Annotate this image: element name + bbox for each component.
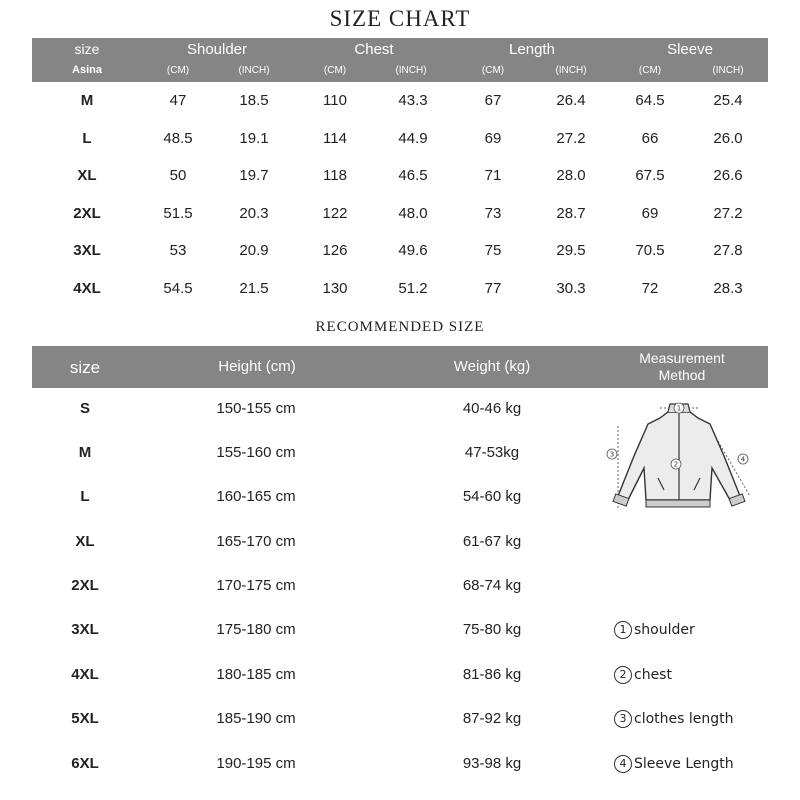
unit-cm: (CM) [166,65,190,76]
value-cell: 69 [484,130,502,147]
table-row [0,755,600,775]
value-cell: 77 [484,280,502,297]
value-cell: 19.7 [239,167,269,184]
value-cell: 27.2 [713,205,743,222]
value-cell: 130 [322,280,348,297]
table-row [0,710,600,730]
value-cell: 69 [641,205,659,222]
weight-cell: 93-98 kg [462,755,522,772]
value-cell: 64.5 [635,92,665,109]
legend-label: shoulder [634,622,695,638]
jacket-measurement-diagram [600,396,760,526]
length-header: Length [509,41,555,58]
value-cell: 29.5 [556,242,586,259]
value-cell: 118 [323,167,347,184]
weight-cell: 81-86 kg [462,666,522,683]
height-cell: 175-180 cm [216,621,296,638]
legend-item-sleeve-length [614,755,734,773]
svg-text:2: 2 [673,460,679,469]
table-row [0,130,800,150]
circled-number-3: 3 [614,710,632,728]
table-row [0,92,800,112]
value-cell: 20.3 [239,205,269,222]
legend-label: Sleeve Length [634,756,734,772]
value-cell: 26.0 [713,130,743,147]
sleeve-header: Sleeve [667,41,713,58]
weight-cell: 61-67 kg [462,533,522,550]
value-cell: 28.7 [556,205,586,222]
value-cell: 110 [323,92,347,109]
value-cell: 27.8 [713,242,743,259]
value-cell: 26.4 [556,92,586,109]
circled-number-1: 1 [614,621,632,639]
unit-cm: (CM) [323,65,347,76]
table-row [0,533,600,553]
value-cell: 53 [169,242,187,259]
table-row [0,167,800,187]
table-row [0,577,600,597]
weight-cell: 54-60 kg [462,488,522,505]
value-cell: 26.6 [713,167,743,184]
value-cell: 49.6 [398,242,428,259]
size-cell: S [79,400,90,417]
value-cell: 20.9 [239,242,269,259]
diagram-marker-2 [671,459,681,469]
size-cell: 3XL [71,621,99,638]
circled-number-4: 4 [614,755,632,773]
height-cell: 155-160 cm [216,444,296,461]
size-column-header: size [74,41,100,57]
value-cell: 44.9 [398,130,428,147]
legend-item-shoulder [614,621,695,639]
measurement-label: Measurement [639,350,725,366]
value-cell: 25.4 [713,92,743,109]
weight-cell: 87-92 kg [462,710,522,727]
recommended-size-title: RECOMMENDED SIZE [315,319,485,335]
size-cell: 2XL [71,577,99,594]
value-cell: 51.5 [163,205,193,222]
size-cell: L [80,488,90,505]
legend-label: clothes length [634,711,734,727]
value-cell: 73 [484,205,502,222]
value-cell: 122 [322,205,348,222]
value-cell: 28.0 [556,167,586,184]
size-chart-header [32,38,768,82]
table-row [0,666,600,686]
weight-cell: 68-74 kg [462,577,522,594]
unit-cm: (CM) [638,65,662,76]
unit-inch: (INCH) [555,65,587,76]
svg-text:1: 1 [676,404,682,413]
value-cell: 54.5 [163,280,193,297]
diagram-marker-4 [738,454,748,464]
value-cell: 18.5 [239,92,269,109]
value-cell: 19.1 [239,130,269,147]
size-cell: 5XL [71,710,99,727]
size-cell: 2XL [73,205,101,222]
diagram-marker-3 [607,449,617,459]
value-cell: 46.5 [398,167,428,184]
size-cell: XL [75,533,95,550]
svg-text:3: 3 [609,450,615,459]
value-cell: 27.2 [556,130,586,147]
size-cell: XL [77,167,97,184]
size-cell: 4XL [71,666,99,683]
table-row [0,488,600,508]
weight-cell: 47-53kg [464,444,520,461]
legend-item-chest [614,666,672,684]
value-cell: 71 [484,167,502,184]
table-row [0,205,800,225]
legend-label: chest [634,667,672,683]
height-column-header: Height (cm) [218,358,296,375]
value-cell: 50 [169,167,187,184]
size-cell: M [80,92,94,109]
table-row [0,444,600,464]
size-cell: 3XL [73,242,101,259]
height-cell: 185-190 cm [216,710,296,727]
diagram-marker-1 [674,403,684,413]
size-column-header: size [69,358,101,377]
value-cell: 126 [322,242,348,259]
measurement-method-header [622,350,742,384]
height-cell: 180-185 cm [216,666,296,683]
height-cell: 170-175 cm [216,577,296,594]
unit-inch: (INCH) [238,65,270,76]
value-cell: 75 [484,242,502,259]
value-cell: 66 [641,130,659,147]
size-cell: 4XL [73,280,101,297]
value-cell: 28.3 [713,280,743,297]
asina-label: Asina [72,64,102,76]
height-cell: 190-195 cm [216,755,296,772]
shoulder-header: Shoulder [186,41,248,58]
table-row [0,621,600,641]
unit-inch: (INCH) [712,65,744,76]
unit-inch: (INCH) [395,65,427,76]
value-cell: 114 [323,130,347,147]
value-cell: 51.2 [398,280,428,297]
weight-cell: 75-80 kg [462,621,522,638]
size-cell: L [82,130,92,147]
value-cell: 30.3 [556,280,586,297]
circled-number-2: 2 [614,666,632,684]
value-cell: 67.5 [635,167,665,184]
recommended-header [32,346,768,388]
table-row [0,242,800,262]
value-cell: 70.5 [635,242,665,259]
value-cell: 72 [641,280,659,297]
weight-column-header: Weight (kg) [453,358,531,375]
size-chart-title: SIZE CHART [329,6,471,31]
chest-header: Chest [354,41,394,58]
svg-text:4: 4 [740,455,746,464]
value-cell: 43.3 [398,92,428,109]
table-row [0,400,600,420]
table-row [0,280,800,300]
value-cell: 47 [169,92,187,109]
legend-item-clothes-length [614,710,734,728]
height-cell: 160-165 cm [216,488,296,505]
value-cell: 48.0 [398,205,428,222]
unit-cm: (CM) [481,65,505,76]
weight-cell: 40-46 kg [462,400,522,417]
value-cell: 48.5 [163,130,193,147]
height-cell: 165-170 cm [216,533,296,550]
value-cell: 21.5 [239,280,269,297]
size-cell: M [78,444,92,461]
size-cell: 6XL [71,755,99,772]
value-cell: 67 [484,92,502,109]
method-label: Method [658,367,706,383]
height-cell: 150-155 cm [216,400,296,417]
